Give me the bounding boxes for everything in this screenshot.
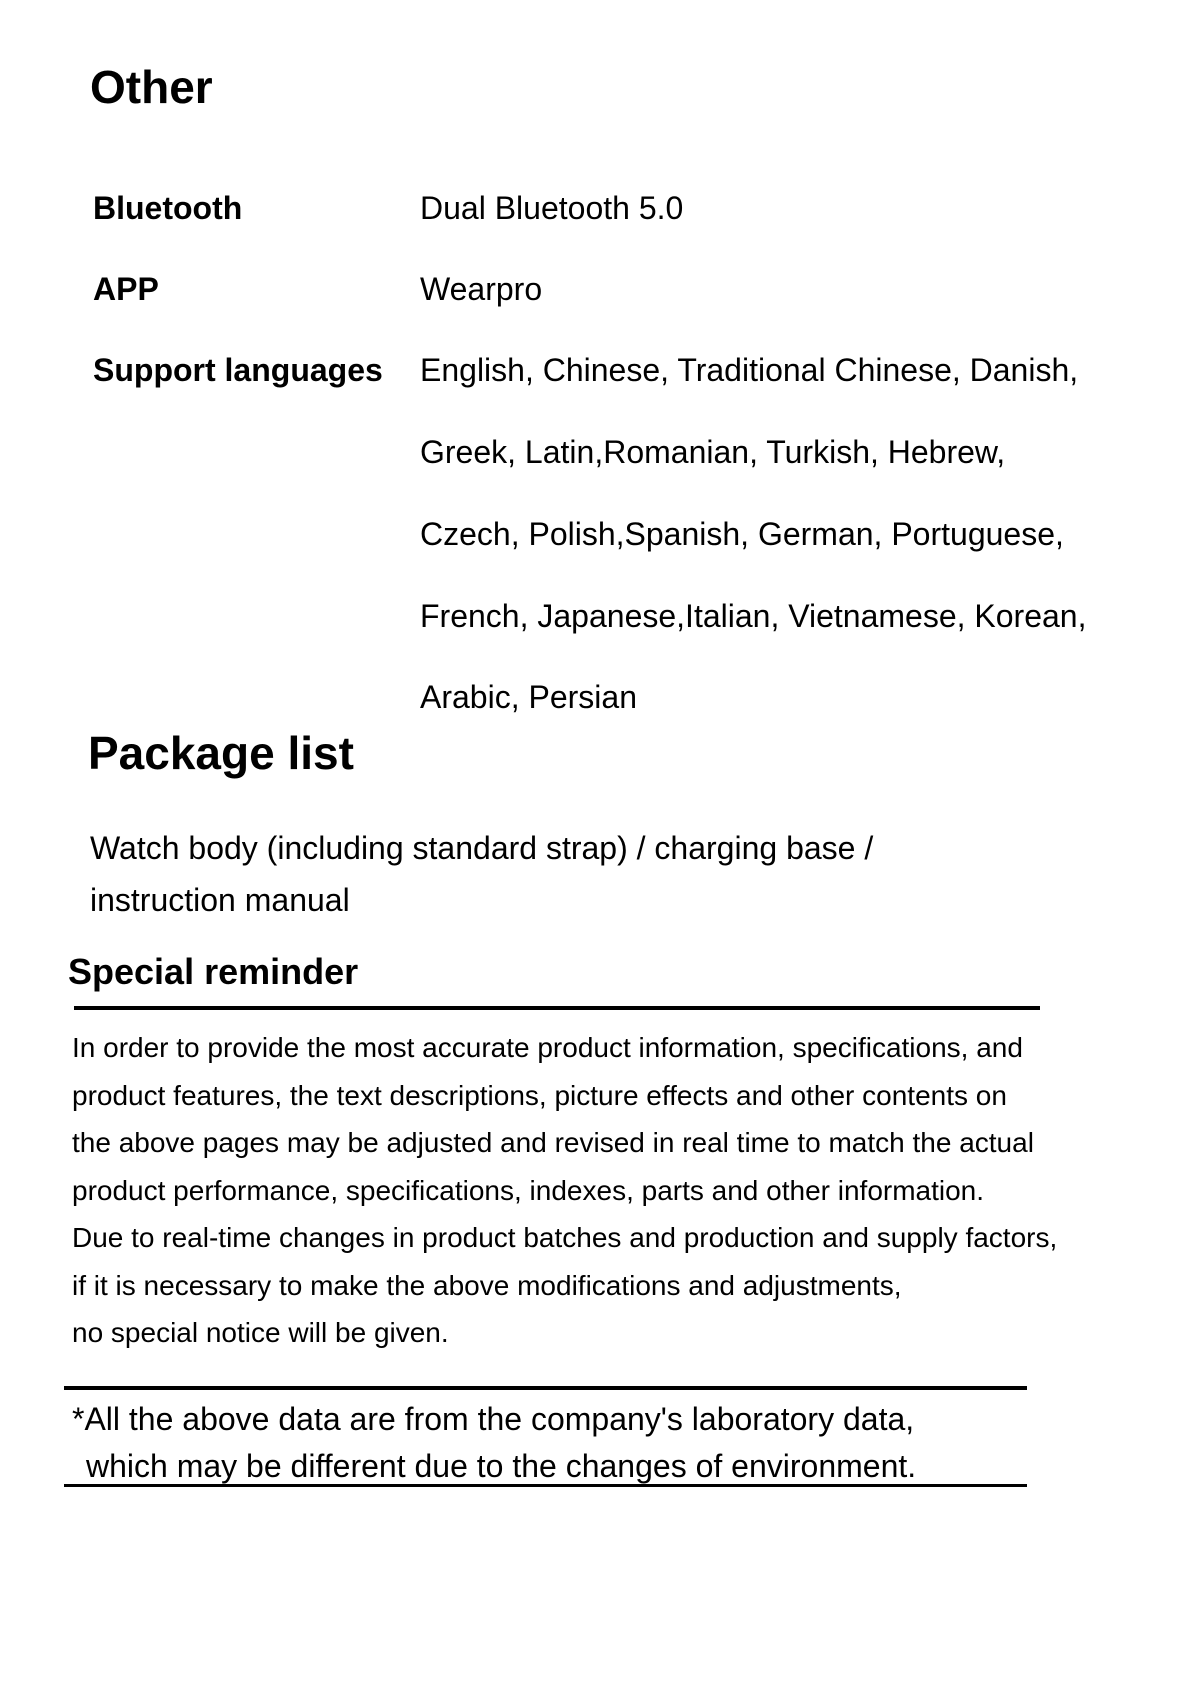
languages-line-2: Greek, Latin,Romanian, Turkish, Hebrew, bbox=[420, 434, 1006, 470]
spec-row-support-languages bbox=[0, 352, 1200, 388]
disclaimer-line-2: which may be different due to the changes of environment. bbox=[86, 1448, 917, 1484]
spec-label-bluetooth: Bluetooth bbox=[93, 190, 243, 226]
languages-line-1: English, Chinese, Traditional Chinese, Danish, bbox=[420, 352, 1079, 388]
spec-label-app: APP bbox=[93, 271, 159, 307]
special-reminder-underline bbox=[74, 1006, 1040, 1010]
disclaimer-top-divider bbox=[64, 1386, 1027, 1390]
package-list-line-2: instruction manual bbox=[90, 882, 350, 918]
spec-row-languages-cont bbox=[0, 516, 1200, 552]
reminder-line-4: product performance, specifications, indexes, parts and other information. bbox=[72, 1174, 985, 1206]
spec-row-app bbox=[0, 271, 1200, 307]
reminder-line-1: In order to provide the most accurate product information, specifications, and bbox=[72, 1032, 1023, 1063]
spec-row-languages-cont bbox=[0, 679, 1200, 715]
disclaimer-bottom-divider bbox=[64, 1484, 1027, 1487]
disclaimer-text bbox=[72, 1396, 916, 1490]
package-list-text bbox=[90, 822, 873, 926]
spec-value-app: Wearpro bbox=[420, 271, 543, 307]
heading-special-reminder: Special reminder bbox=[68, 951, 359, 992]
heading-other: Other bbox=[90, 61, 213, 113]
heading-package-list: Package list bbox=[88, 727, 354, 779]
spec-row-languages-cont bbox=[0, 598, 1200, 634]
reminder-line-6: if it is necessary to make the above modifications and adjustments, bbox=[72, 1269, 902, 1301]
reminder-line-7: no special notice will be given. bbox=[72, 1317, 449, 1348]
reminder-line-2: product features, the text descriptions, picture effects and other contents on bbox=[72, 1079, 1007, 1111]
languages-line-4: French, Japanese,Italian, Vietnamese, Korean, bbox=[420, 598, 1087, 634]
spec-row-languages-cont bbox=[0, 434, 1200, 470]
disclaimer-line-1: *All the above data are from the company's laboratory data, bbox=[72, 1401, 915, 1437]
package-list-line-1: Watch body (including standard strap) / charging base / bbox=[90, 830, 874, 866]
spec-value-bluetooth: Dual Bluetooth 5.0 bbox=[420, 190, 684, 226]
reminder-paragraph bbox=[72, 1024, 1057, 1357]
reminder-line-3: the above pages may be adjusted and revised in real time to match the actual bbox=[72, 1127, 1034, 1158]
languages-line-3: Czech, Polish,Spanish, German, Portuguese, bbox=[420, 516, 1064, 552]
languages-line-5: Arabic, Persian bbox=[420, 679, 637, 715]
spec-label-support-languages: Support languages bbox=[93, 352, 383, 388]
spec-row-bluetooth bbox=[0, 190, 1200, 226]
reminder-line-5: Due to real-time changes in product batches and production and supply factors, bbox=[72, 1222, 1058, 1253]
